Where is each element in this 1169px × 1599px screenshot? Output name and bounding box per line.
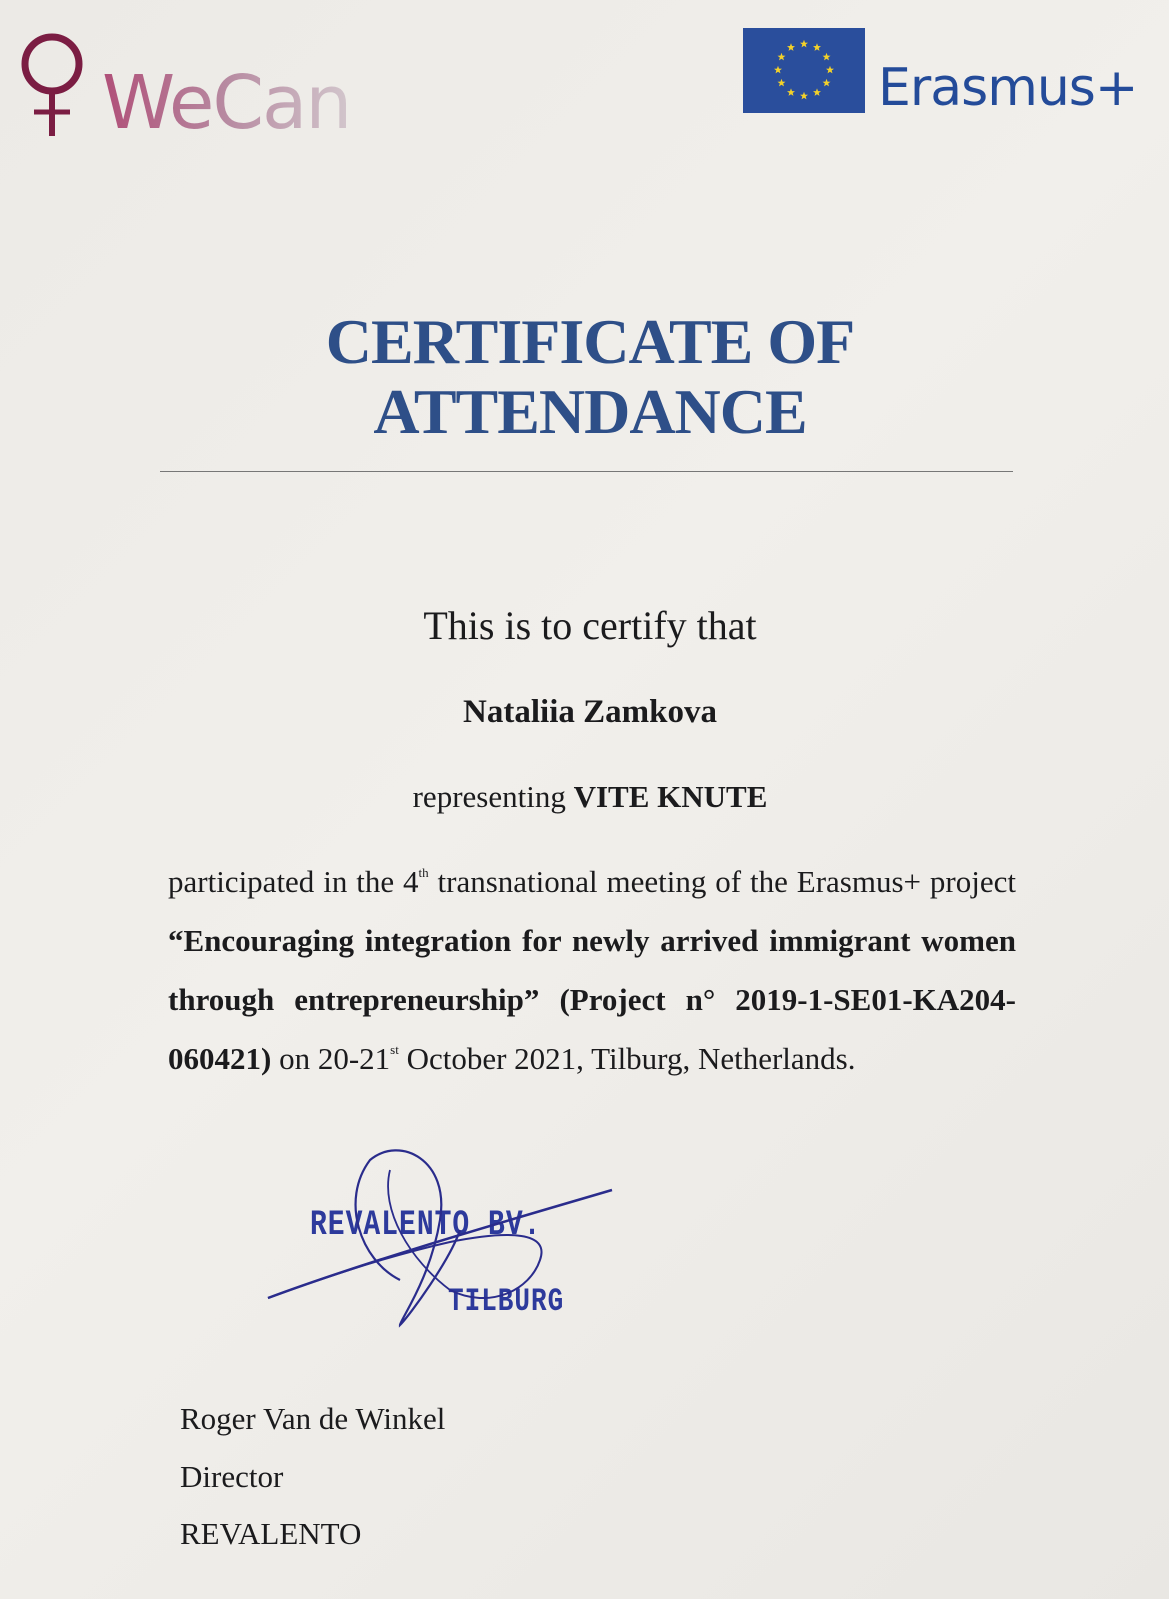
stamp-city: TILBURG — [448, 1282, 565, 1320]
eu-star-icon — [800, 40, 808, 48]
eu-star-icon — [823, 79, 831, 87]
wecan-logo — [14, 28, 354, 146]
eu-star-icon — [813, 88, 821, 96]
body-text-3: on 20-21 — [271, 1041, 391, 1076]
project-title: “Encouraging integration for newly arrived immigrant women through entrepreneurship” — [168, 923, 1016, 1017]
title-divider — [160, 471, 1013, 472]
representing-organization: VITE KNUTE — [573, 779, 768, 814]
certificate-body — [168, 852, 1016, 1088]
body-text-1: participated in the 4 — [168, 864, 419, 899]
recipient-name: Nataliia Zamkova — [463, 694, 717, 730]
signature-mark — [250, 1140, 640, 1360]
eu-flag-stars — [743, 28, 865, 113]
eu-star-icon — [787, 43, 795, 51]
eu-star-icon — [774, 66, 782, 74]
certify-statement: This is to certify that — [423, 603, 757, 648]
signatory-title: Director — [180, 1459, 284, 1494]
signatory-organization: REVALENTO — [180, 1516, 362, 1551]
eu-star-icon — [777, 53, 785, 61]
eu-star-icon — [800, 92, 808, 100]
representing-line — [160, 778, 1020, 815]
eu-star-icon — [777, 79, 785, 87]
eu-star-icon — [826, 66, 834, 74]
signatory-name: Roger Van de Winkel — [180, 1401, 446, 1436]
project-number: (Project n° 2019-1-SE01-KA204-060421) — [168, 982, 1016, 1076]
certificate-title-line1: CERTIFICATE OF — [325, 306, 855, 377]
ordinal-suffix-2: st — [390, 1042, 399, 1057]
wecan-wordmark: WeCan — [102, 60, 351, 146]
erasmus-wordmark: Erasmus+ — [878, 58, 1138, 118]
representing-label: representing — [412, 779, 566, 814]
body-text-4: October 2021, Tilburg, Netherlands. — [398, 1041, 856, 1076]
stamp-company: REVALENTO BV. — [310, 1206, 542, 1246]
eu-flag-icon — [743, 28, 865, 113]
eu-star-icon — [813, 43, 821, 51]
eu-star-icon — [823, 53, 831, 61]
eu-star-icon — [787, 88, 795, 96]
body-text-2: transnational meeting of the Erasmus+ project — [428, 864, 1016, 899]
venus-symbol-icon — [14, 28, 89, 140]
erasmus-logo — [743, 28, 1143, 118]
certificate-title-line2: ATTENDANCE — [373, 376, 807, 447]
ordinal-suffix-1: th — [418, 865, 429, 880]
